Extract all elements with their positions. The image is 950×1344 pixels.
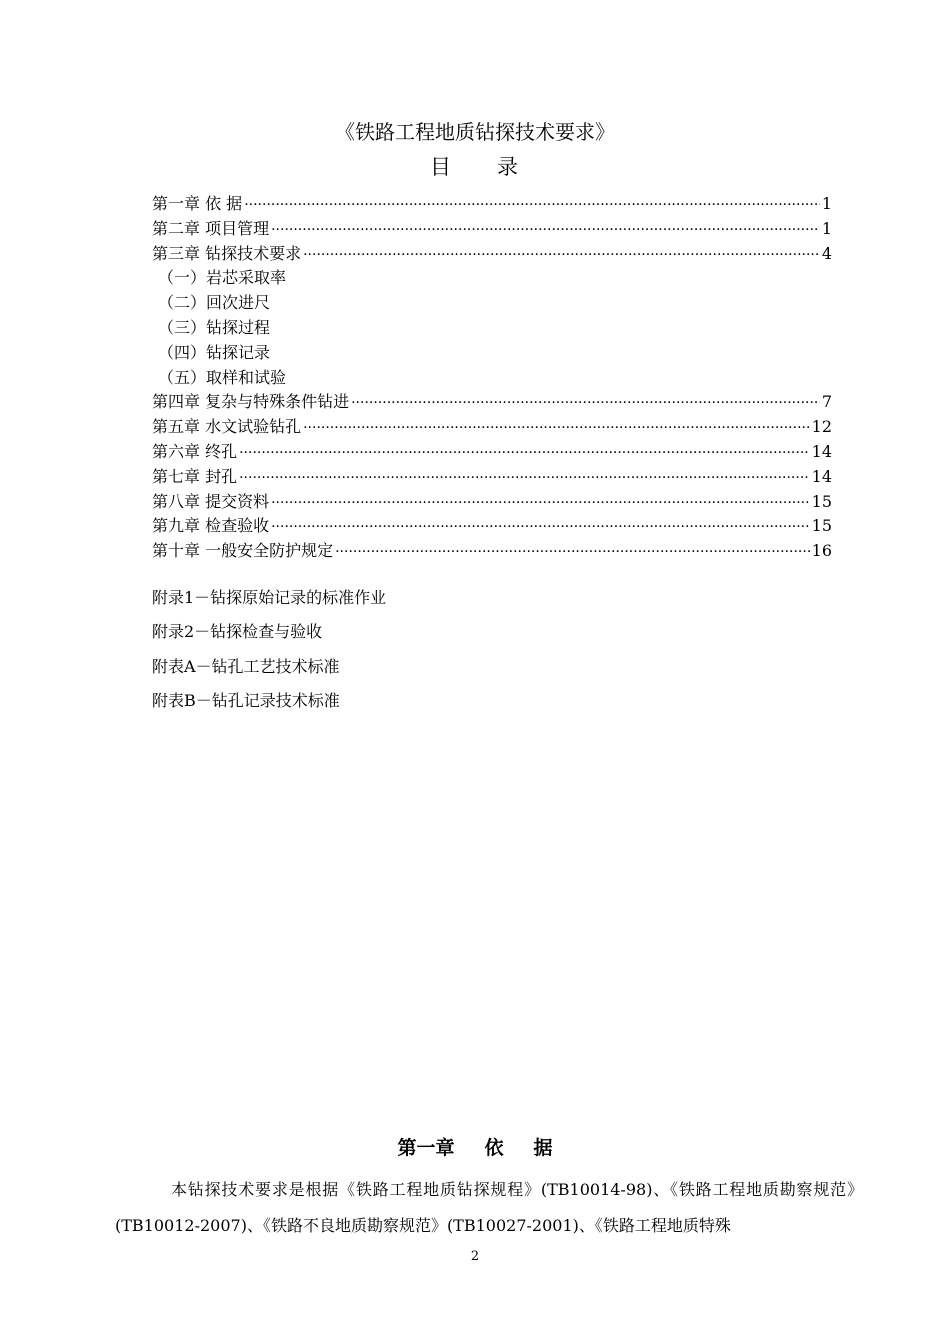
toc-heading-part-2: 录 [497, 155, 520, 179]
toc-subentry[interactable] [152, 266, 832, 291]
appendix-item[interactable]: 附表A－钻孔工艺技术标准 [152, 656, 340, 676]
toc-entry[interactable] [152, 217, 832, 242]
chapter-body-paragraph: 本钻探技术要求是根据《铁路工程地质钻探规程》(TB10014-98)、《铁路工程地质勘察规范》(TB10012-2007)、《铁路不良地质勘察规范》(TB10027-2001)、《铁路工程地质特殊 [115, 1180, 863, 1235]
toc-entry-label: 第六章 终孔 [152, 441, 238, 461]
appendix-list [152, 586, 652, 724]
toc-leader [303, 415, 810, 441]
document-title: 《铁路工程地质钻探技术要求》 [335, 120, 615, 144]
page-number: 2 [470, 1249, 480, 1264]
toc-subentry-label: （三）钻探过程 [158, 317, 271, 337]
toc-leader [271, 514, 810, 540]
chapter-title-word-2: 据 [533, 1137, 553, 1159]
toc-entry[interactable] [152, 390, 832, 415]
chapter-title [0, 1135, 950, 1161]
toc-heading [0, 153, 950, 181]
toc-entry-page: 14 [811, 466, 832, 486]
appendix-item[interactable]: 附录1－钻探原始记录的标准作业 [152, 588, 387, 607]
toc-leader [303, 242, 820, 268]
toc-leader [244, 192, 820, 218]
toc-entry-page: 14 [811, 441, 832, 461]
toc-entry-label: 第五章 水文试验钻孔 [152, 417, 302, 437]
toc-entry[interactable] [152, 192, 832, 217]
toc-entry-label: 第一章 依 据 [152, 194, 243, 213]
toc-entry-page: 15 [811, 516, 832, 536]
toc-entry[interactable] [152, 490, 832, 515]
toc-subentry[interactable] [152, 366, 832, 391]
toc-entry-label: 第七章 封孔 [152, 466, 238, 486]
table-of-contents [152, 192, 832, 564]
toc-entry[interactable] [152, 415, 832, 440]
chapter-title-number: 第一章 [397, 1137, 455, 1159]
toc-entry-label: 第八章 提交资料 [152, 491, 270, 511]
toc-subentry-label: （五）取样和试验 [158, 367, 287, 387]
toc-entry-page: 7 [821, 392, 832, 412]
toc-leader [239, 465, 810, 491]
chapter-title-word-1: 依 [484, 1137, 504, 1159]
toc-subentry-label: （一）岩芯采取率 [158, 268, 287, 288]
toc-entry-page: 12 [811, 417, 832, 437]
toc-entry-label: 第九章 检查验收 [152, 516, 270, 536]
toc-subentry-label: （二）回次进尺 [158, 293, 271, 313]
toc-heading-part-1: 目 [430, 155, 453, 179]
toc-entry[interactable] [152, 242, 832, 267]
toc-entry-page: 15 [811, 491, 832, 511]
toc-subentry[interactable] [152, 291, 832, 316]
toc-entry-page: 4 [821, 243, 832, 263]
toc-subentry-label: （四）钻探记录 [158, 342, 271, 362]
toc-entry[interactable] [152, 440, 832, 465]
toc-entry[interactable] [152, 465, 832, 490]
toc-entry-label: 第四章 复杂与特殊条件钻进 [152, 392, 350, 412]
toc-entry-label: 第三章 钻探技术要求 [152, 243, 302, 263]
toc-entry-page: 16 [811, 541, 832, 561]
toc-leader [271, 490, 810, 516]
toc-leader [335, 539, 810, 565]
toc-entry-page: 1 [821, 194, 832, 213]
toc-entry-label: 第十章 一般安全防护规定 [152, 541, 334, 561]
toc-leader [351, 390, 820, 416]
toc-entry-label: 第二章 项目管理 [152, 218, 270, 238]
toc-subentry[interactable] [152, 341, 832, 366]
appendix-item[interactable]: 附表B－钻孔记录技术标准 [152, 691, 340, 711]
toc-entry[interactable] [152, 539, 832, 564]
toc-leader [239, 440, 810, 466]
toc-subentry[interactable] [152, 316, 832, 341]
appendix-item[interactable]: 附录2－钻探检查与验收 [152, 622, 323, 642]
toc-leader [271, 217, 820, 243]
toc-entry[interactable] [152, 514, 832, 539]
toc-entry-page: 1 [821, 218, 832, 238]
